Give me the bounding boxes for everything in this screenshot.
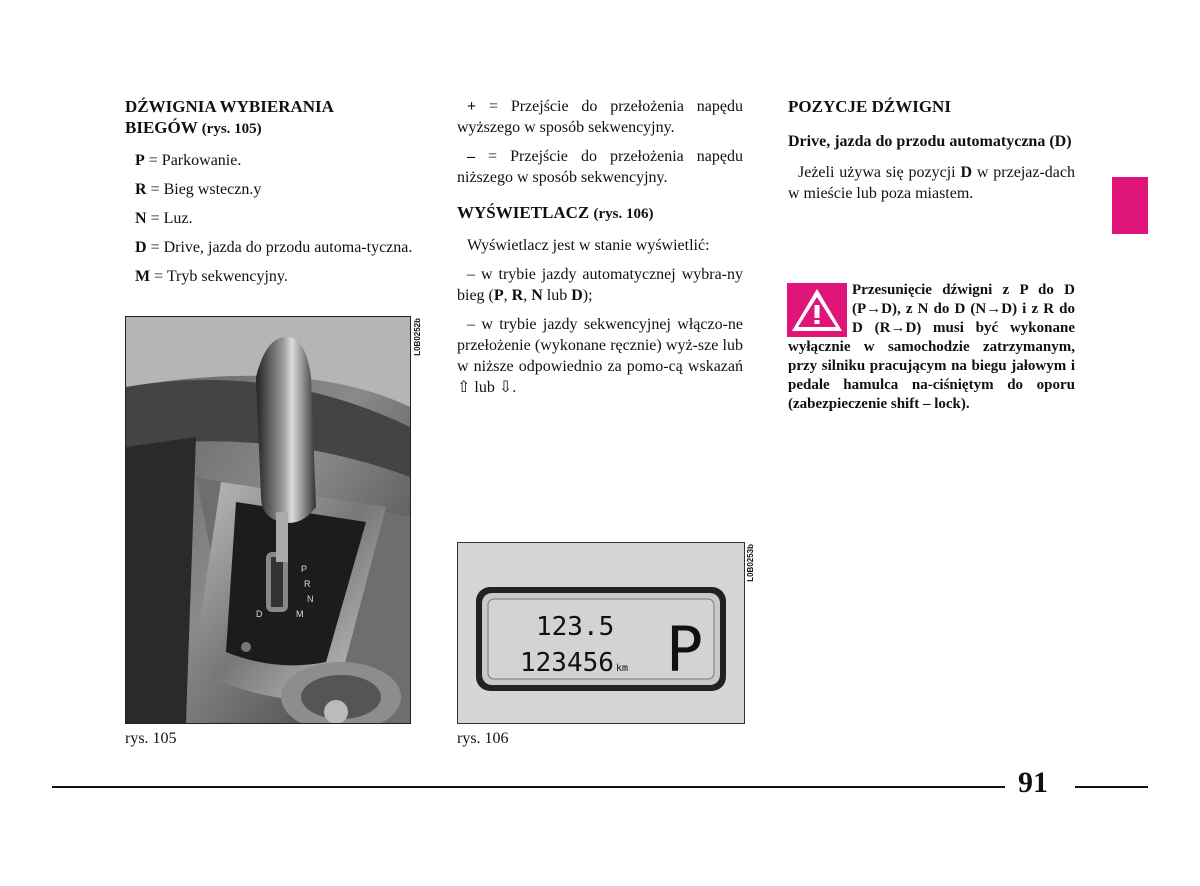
display-bullet-sequential: – w trybie jazdy sekwencyjnej włączo-ne przełożenie (wykonane ręcznie) wyż-sze lub w niższe odpowiednio za pomo-cą wskazań ⇧ lub ⇩. (457, 316, 743, 396)
svg-text:N: N (307, 594, 314, 604)
figure-105-code: L0B0252b (413, 318, 422, 356)
svg-text:R: R (304, 579, 311, 589)
gear-item-m: M = Tryb sekwencyjny. (135, 268, 288, 285)
lcd-odometer: 123456 (520, 648, 614, 678)
gear-item-n: N = Luz. (135, 210, 193, 227)
svg-text:P: P (301, 564, 308, 574)
footer-rule-left (52, 786, 1005, 788)
display-heading: WYŚWIETLACZ (rys. 106) (457, 203, 654, 222)
section-tab-marker (1112, 177, 1148, 234)
svg-text:M: M (296, 609, 304, 619)
lcd-display-illustration (458, 543, 744, 723)
drive-paragraph: Jeżeli używa się pozycji D w przejaz-dach w mieście lub poza miastem. (788, 164, 1076, 202)
gear-item-d: D = Drive, jazda do przodu automa-tyczna. (135, 239, 413, 256)
gear-item-p: P = Parkowanie. (135, 152, 242, 169)
display-intro: Wyświetlacz jest w stanie wyświetlić: (467, 237, 710, 254)
lcd-display-figure (457, 542, 745, 724)
figure-106-caption: rys. 106 (457, 730, 509, 747)
lcd-trip: 123.5 (536, 612, 615, 642)
svg-text:D: D (256, 609, 263, 619)
warning-text-block: Przesunięcie dźwigni z P do D (P→D), z N do D (N→D) i z R do D (R→D) musi być wykonane wyłącznie w samochodzie zatrzymanym, przy silniku pracującym na biegu jałowym i pedale hamulca na-ciśniętym do oporu (zabezpieczenie shift – lock). (788, 282, 1075, 412)
gear-lever-heading: DŹWIGNIA WYBIERANIA BIEGÓW (rys. 105) (125, 97, 334, 137)
lcd-unit: km (616, 663, 629, 674)
gear-lever-illustration (126, 317, 410, 723)
footer-rule-right (1075, 786, 1148, 788)
gear-lever-photo (125, 316, 411, 724)
warning-triangle-icon (787, 283, 847, 337)
column-1 (125, 96, 415, 295)
figure-106-code: L0B0253b (746, 544, 755, 582)
column-2 (457, 96, 743, 406)
page-number: 91 (1018, 766, 1048, 799)
positions-heading: POZYCJE DŹWIGNI (788, 97, 951, 116)
minus-definition: – = Przejście do przełożenia napędu niższego w sposób sekwencyjny. (457, 148, 743, 186)
gear-item-r: R = Bieg wsteczn.y (135, 181, 262, 198)
figure-105-caption: rys. 105 (125, 730, 177, 747)
plus-definition: + = Przejście do przełożenia napędu wyższego w sposób sekwencyjny. (457, 98, 743, 136)
column-3 (788, 96, 1075, 212)
drive-subheading: Drive, jazda do przodu automatyczna (D) (788, 133, 1072, 150)
display-bullet-auto: – w trybie jazdy automatycznej wybra-ny bieg (P, R, N lub D); (457, 266, 743, 304)
lcd-gear: P (666, 613, 704, 686)
